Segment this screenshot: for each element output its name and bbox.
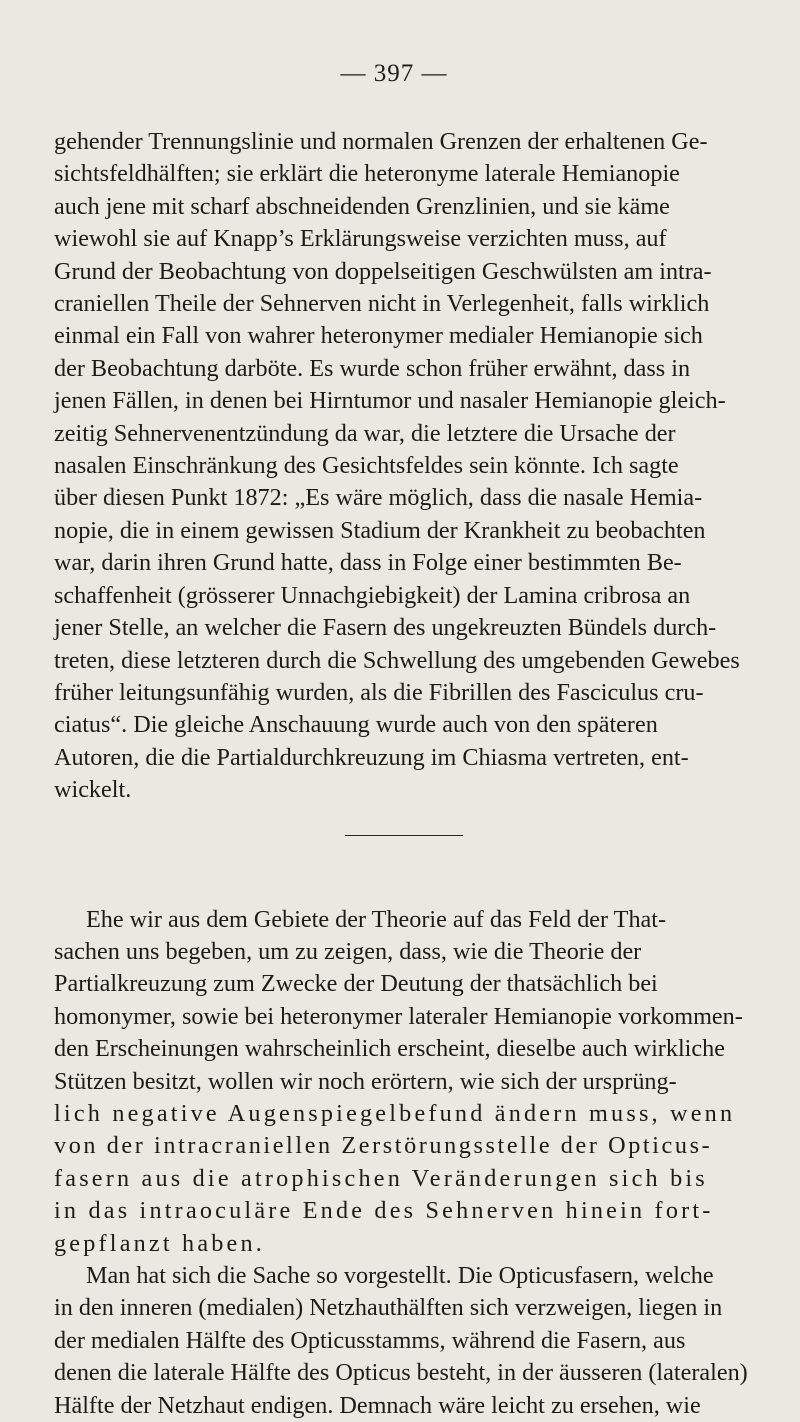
text-line: gehender Trennungslinie und normalen Grenzen der erhaltenen Ge-: [54, 128, 708, 155]
text-line-spaced: gepflanzt haben.: [54, 1229, 266, 1257]
text-line: auch jene mit scharf abschneidenden Grenzlinien, und sie käme: [54, 192, 670, 220]
text-line: Ehe wir aus dem Gebiete der Theorie auf das Feld der That-: [86, 905, 667, 933]
text-line: Man hat sich die Sache so vorgestellt. Die Opticusfasern, welche: [86, 1262, 714, 1289]
text-line: der Beobachtung darböte. Es wurde schon früher erwähnt, dass in: [54, 354, 691, 382]
text-line: Stützen besitzt, wollen wir noch erörtern, wie sich der ursprüng-: [54, 1067, 677, 1095]
paragraph-3: [54, 1260, 748, 1422]
text-line: treten, diese letzteren durch die Schwellung des umgebenden Gewebes: [54, 646, 740, 674]
text-line: einmal ein Fall von wahrer heteronymer medialer Hemianopie sich: [54, 322, 703, 350]
text-line: jenen Fällen, in denen bei Hirntumor und nasaler Hemianopie gleich-: [54, 387, 726, 415]
text-line: craniellen Theile der Sehnerven nicht in Verlegenheit, falls wirklich: [54, 290, 710, 318]
text-line: der medialen Hälfte des Opticusstamms, während die Fasern, aus: [54, 1326, 686, 1354]
text-line: über diesen Punkt 1872: „Es wäre möglich, dass die nasale Hemia-: [54, 484, 703, 512]
text-line: ciatus“. Die gleiche Anschauung wurde auch von den späteren: [54, 711, 658, 739]
page-number: — 397 —: [340, 60, 448, 87]
text-line: Grund der Beobachtung von doppelseitigen Geschwülsten am intra-: [54, 257, 712, 285]
text-line: nasalen Einschränkung des Gesichtsfeldes sein könnte. Ich sagte: [54, 452, 679, 480]
text-line: homonymer, sowie bei heteronymer lateraler Hemianopie vorkommen-: [54, 1002, 743, 1030]
text-line-spaced: lich negative Augenspiegelbefund ändern muss, wenn: [54, 1099, 736, 1127]
paragraph-2: [54, 904, 743, 1260]
text-line: Autoren, die die Partialdurchkreuzung im Chiasma vertreten, ent-: [54, 743, 689, 771]
text-line: Partialkreuzung zum Zwecke der Deutung der thatsächlich bei: [54, 970, 658, 998]
text-line: war, darin ihren Grund hatte, dass in Folge einer bestimmten Be-: [54, 549, 682, 577]
text-line-spaced: in das intraoculäre Ende des Sehnerven hinein fort-: [54, 1197, 714, 1225]
text-line: schaffenheit (grösserer Unnachgiebigkeit) der Lamina cribrosa an: [54, 581, 691, 609]
section-divider: [345, 835, 463, 836]
text-line: zeitig Sehnervenentzündung da war, die letztere die Ursache der: [54, 419, 676, 447]
text-line: Hälfte der Netzhaut endigen. Demnach wäre leicht zu ersehen, wie: [54, 1391, 701, 1419]
text-line: früher leitungsunfähig wurden, als die Fibrillen des Fasciculus cru-: [54, 678, 704, 706]
text-line: wickelt.: [54, 776, 132, 804]
text-line: nopie, die in einem gewissen Stadium der Krankheit zu beobachten: [54, 516, 706, 544]
text-line: wiewohl sie auf Knapp’s Erklärungsweise verzichten muss, auf: [54, 225, 667, 253]
text-line: den Erscheinungen wahrscheinlich erscheint, dieselbe auch wirkliche: [54, 1035, 725, 1063]
text-line: sichtsfeldhälften; sie erklärt die heteronyme laterale Hemianopie: [54, 160, 680, 188]
text-line: jener Stelle, an welcher die Fasern des ungekreuzten Bündels durch-: [54, 614, 717, 642]
text-line: sachen uns begeben, um zu zeigen, dass, wie die Theorie der: [54, 937, 642, 965]
text-line-spaced: fasern aus die atrophischen Veränderungen sich bis: [54, 1164, 708, 1192]
text-line: in den inneren (medialen) Netzhauthälften sich verzweigen, liegen in: [54, 1294, 723, 1322]
text-line-spaced: von der intracraniellen Zerstörungsstelle der Opticus-: [54, 1132, 713, 1160]
paragraph-1: [54, 126, 740, 807]
text-line: denen die laterale Hälfte des Opticus besteht, in der äusseren (lateralen): [54, 1359, 748, 1387]
